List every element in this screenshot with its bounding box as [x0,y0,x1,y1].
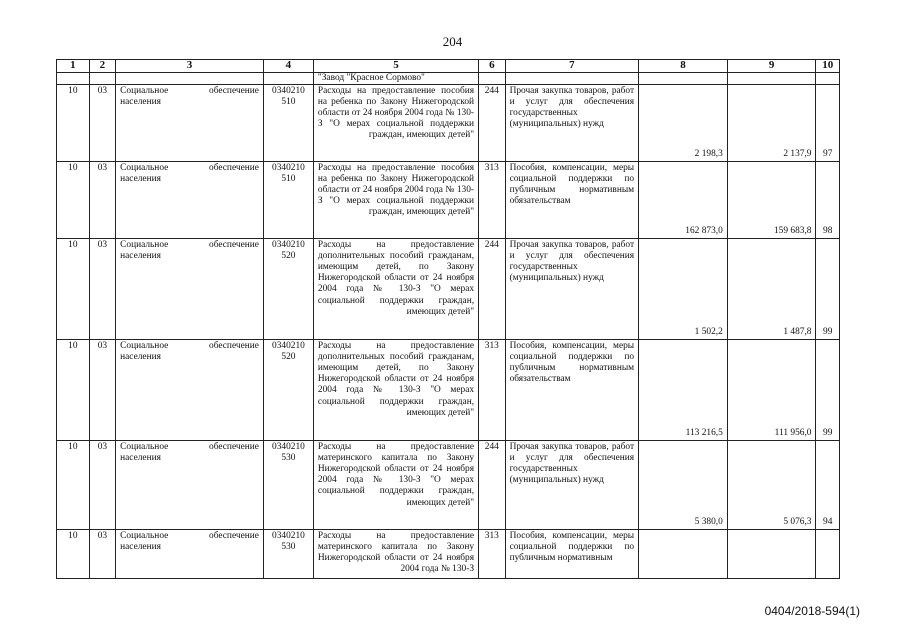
column-number-5: 5 [313,60,478,73]
column-number-3: 3 [116,60,264,73]
empty-cell [816,73,840,85]
column-number-7: 7 [505,60,639,73]
expense-description: Расходы на предоставление дополнительных пособий гражданам, имеющим детей, по Закону Нижегородской области от 24 ноября 2004 года № 130-З "О мерах социальной поддержки граждан, имеющих детей" [313,239,478,340]
expense-type-code: 244 [479,239,506,340]
document-code: 0404/2018-594(1) [764,604,860,618]
expense-description: Расходы на предоставление пособия на ребенка по Закону Нижегородской области от 24 ноября 2004 года № 130-З "О мерах социальной поддержки граждан, имеющих детей" [313,85,478,162]
planned-amount: 162 873,0 [639,162,728,239]
table-row [57,239,840,340]
empty-cell [116,73,264,85]
expense-type-code: 313 [479,530,506,579]
table-row [57,340,840,441]
column-number-2: 2 [89,60,116,73]
section-name: Социальное обеспечение населения [116,340,264,441]
execution-percent [816,530,840,579]
target-article-code: 0340210 520 [263,239,313,340]
planned-amount: 113 216,5 [639,340,728,441]
target-article-code: 0340210 510 [263,85,313,162]
column-number-9: 9 [727,60,816,73]
section-code: 10 [57,530,90,579]
subsection-code: 03 [89,530,116,579]
section-name: Социальное обеспечение населения [116,162,264,239]
planned-amount: 2 198,3 [639,85,728,162]
section-code: 10 [57,239,90,340]
section-code: 10 [57,162,90,239]
column-number-8: 8 [639,60,728,73]
expense-type-name: Пособия, компенсации, меры социальной поддержки по публичным нормативным обязательствам [505,340,639,441]
empty-cell [89,73,116,85]
section-code: 10 [57,85,90,162]
section-name: Социальное обеспечение населения [116,85,264,162]
budget-table [56,59,840,579]
table-row [57,162,840,239]
section-name: Социальное обеспечение населения [116,530,264,579]
subsection-code: 03 [89,441,116,530]
planned-amount [639,530,728,579]
executed-amount: 5 076,3 [727,441,816,530]
executed-amount [727,530,816,579]
target-article-code: 0340210 520 [263,340,313,441]
empty-cell [57,73,90,85]
expense-description: Расходы на предоставление пособия на ребенка по Закону Нижегородской области от 24 ноября 2004 года № 130-З "О мерах социальной поддержки граждан, имеющих детей" [313,162,478,239]
execution-percent: 98 [816,162,840,239]
empty-cell [505,73,639,85]
expense-type-name: Пособия, компенсации, меры социальной поддержки по публичным нормативным обязательствам [505,162,639,239]
expense-type-code: 313 [479,340,506,441]
subsection-code: 03 [89,340,116,441]
subsection-code: 03 [89,239,116,340]
execution-percent: 99 [816,340,840,441]
expense-type-name: Пособия, компенсации, меры социальной поддержки по публичным нормативным [505,530,639,579]
section-name: Социальное обеспечение населения [116,239,264,340]
expense-type-name: Прочая закупка товаров, работ и услуг для обеспечения государственных (муниципальных) нужд [505,441,639,530]
planned-amount: 5 380,0 [639,441,728,530]
expense-type-name: Прочая закупка товаров, работ и услуг для обеспечения государственных (муниципальных) нужд [505,239,639,340]
table-body [57,60,840,579]
column-number-6: 6 [479,60,506,73]
column-number-1: 1 [57,60,90,73]
expense-description: Расходы на предоставление материнского капитала по Закону Нижегородской области от 24 ноября 2004 года № 130-З [313,530,478,579]
column-number-4: 4 [263,60,313,73]
target-article-code: 0340210 530 [263,441,313,530]
executed-amount: 159 683,8 [727,162,816,239]
executed-amount: 111 956,0 [727,340,816,441]
target-article-code: 0340210 530 [263,530,313,579]
empty-cell [639,73,728,85]
expense-type-code: 244 [479,441,506,530]
column-number-10: 10 [816,60,840,73]
empty-cell [263,73,313,85]
expense-description: Расходы на предоставление материнского капитала по Закону Нижегородской области от 24 ноября 2004 года № 130-З "О мерах социальной поддержки граждан, имеющих детей" [313,441,478,530]
executed-amount: 2 137,9 [727,85,816,162]
subsection-code: 03 [89,85,116,162]
section-name: Социальное обеспечение населения [116,441,264,530]
subsection-code: 03 [89,162,116,239]
section-code: 10 [57,340,90,441]
continuation-text: "Завод "Красное Сормово" [313,73,478,85]
execution-percent: 97 [816,85,840,162]
planned-amount: 1 502,2 [639,239,728,340]
expense-type-code: 244 [479,85,506,162]
table-row [57,530,840,579]
empty-cell [727,73,816,85]
execution-percent: 99 [816,239,840,340]
expense-description: Расходы на предоставление дополнительных пособий гражданам, имеющим детей, по Закону Нижегородской области от 24 ноября 2004 года № 130-З "О мерах социальной поддержки граждан, имеющих детей" [313,340,478,441]
column-number-row [57,60,840,73]
table-row [57,441,840,530]
empty-cell [479,73,506,85]
expense-type-code: 313 [479,162,506,239]
expense-type-name: Прочая закупка товаров, работ и услуг для обеспечения государственных (муниципальных) нужд [505,85,639,162]
executed-amount: 1 487,8 [727,239,816,340]
section-code: 10 [57,441,90,530]
target-article-code: 0340210 510 [263,162,313,239]
continuation-row [57,73,840,85]
table-row [57,85,840,162]
page-number: 204 [442,34,463,49]
execution-percent: 94 [816,441,840,530]
